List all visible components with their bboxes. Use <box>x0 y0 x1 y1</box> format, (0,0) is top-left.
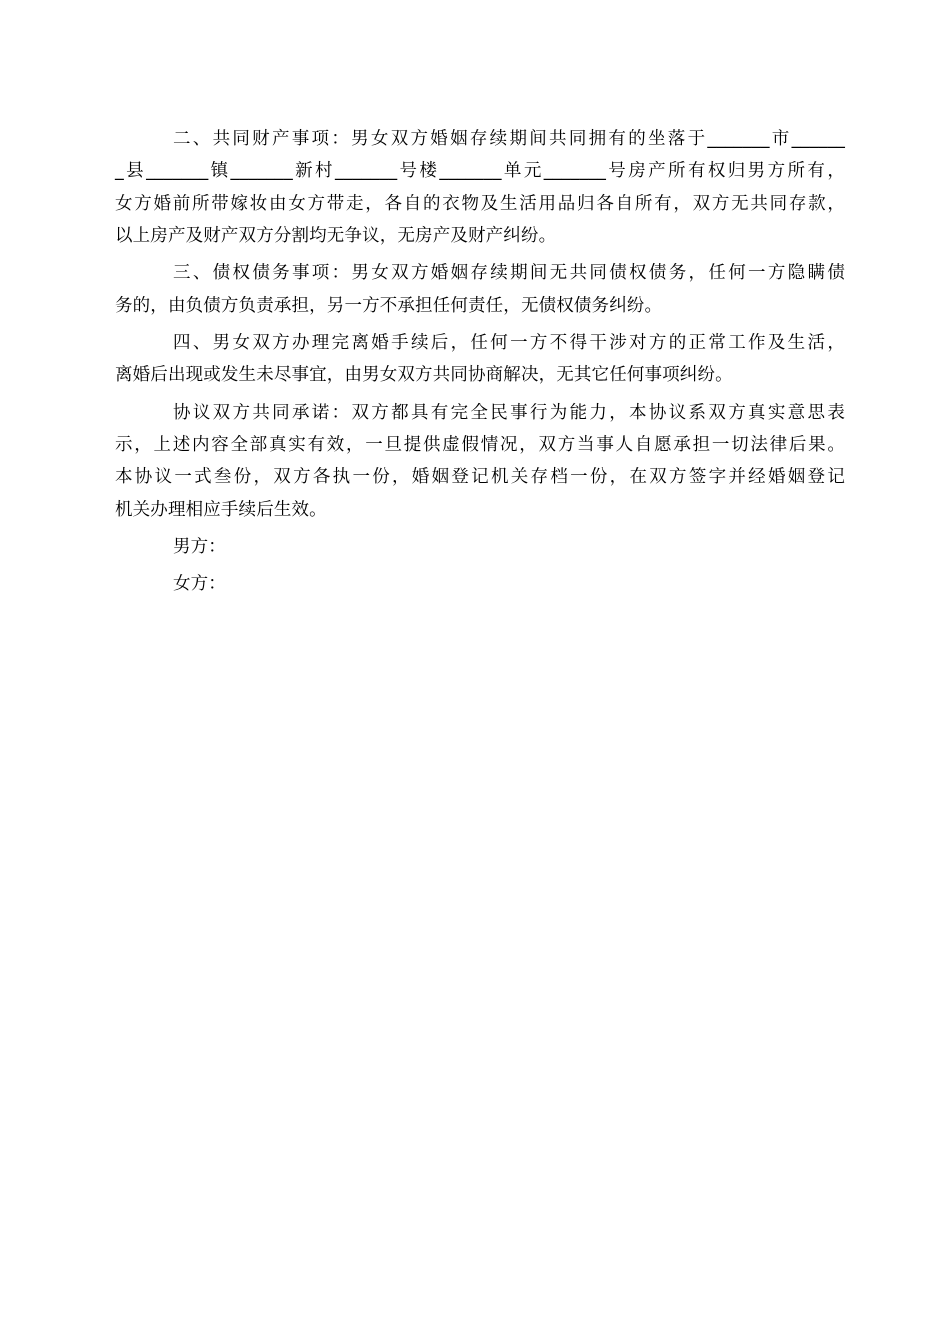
paragraph-line: 以上房产及财产双方分割均无争议，无房产及财产纠纷。 <box>115 226 557 247</box>
paragraph-line: 机关办理相应手续后生效。 <box>115 499 327 520</box>
paragraph-line: 本协议一式叁份，双方各执一份，婚姻登记机关存档一份，在双方签字并经婚姻登记 <box>115 467 845 488</box>
paragraph-non-interference <box>115 327 845 392</box>
paragraph-line: 四、男女双方办理完离婚手续后，任何一方不得干涉对方的正常工作及生活， <box>173 333 845 354</box>
paragraph-line: 三、债权债务事项：男女双方婚姻存续期间无共同债权债务，任何一方隐瞒债 <box>173 263 845 284</box>
paragraph-line: 务的，由负债方负责承担，另一方不承担任何责任，无债权债务纠纷。 <box>115 295 663 316</box>
paragraph-line: 离婚后出现或发生未尽事宜，由男女双方共同协商解决，无其它任何事项纠纷。 <box>115 365 733 386</box>
paragraph-commitment <box>115 397 845 527</box>
paragraph-line: 协议双方共同承诺：双方都具有完全民事行为能力，本协议系双方真实意思表 <box>173 402 845 423</box>
paragraph-line: 二、共同财产事项：男女双方婚姻存续期间共同拥有的坐落于_______市______ <box>173 129 845 149</box>
paragraph-line: 女方婚前所带嫁妆由女方带走，各自的衣物及生活用品归各自所有，双方无共同存款， <box>115 193 845 214</box>
paragraph-line: 示，上述内容全部真实有效，一旦提供虚假情况，双方当事人自愿承担一切法律后果。 <box>115 435 845 456</box>
paragraph-debts <box>115 257 845 322</box>
paragraph-joint-property <box>115 123 845 253</box>
paragraph-line: _县_______镇_______新村_______号楼_______单元_______号房产所有权归男方所有， <box>115 161 845 182</box>
signature-male-label: 男方： <box>173 537 226 558</box>
signature-female-label: 女方： <box>173 574 226 595</box>
document-body <box>115 123 845 605</box>
